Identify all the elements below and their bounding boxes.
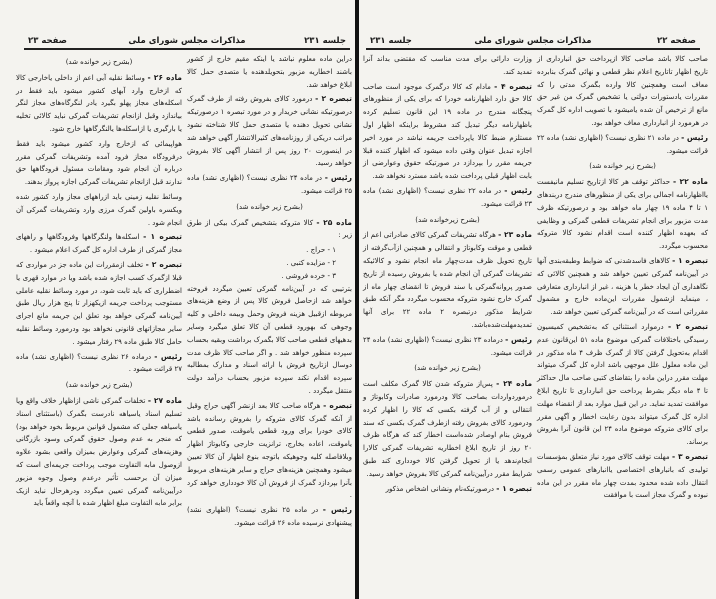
paragraph-text: کالا متروکه بتشخیص گمرک بیکی از طرق زیر : xyxy=(187,218,352,240)
paragraph-text: وزارت دارائی برای مدت مناسب که مقتضی بداند آنرا تمدید کند. xyxy=(363,55,532,76)
paragraph-lead: تبصره ۱ - xyxy=(672,255,708,265)
paragraph xyxy=(363,483,532,496)
text-column-right xyxy=(537,53,708,504)
paragraph-text: تخلفات گمرکی ناشی ازاظهار خلاف واقع ویا تسلیم اسناد یاسیاهه نادرست بگمرک (باستثنای اسناد یاسیاهه جعلی که مشمول قوانین مربوط بخود خواهد بود) که منجر به عدم وصول حقوق گمرکی وسود بازرگانی وهزینه‌های گمرکی وعوارض بمیزان واقعی بشود علاوه ازوصول مابه التفاوت موجب پرداخت جریمه‌ای است که میزان آن برحسب تأثیر درعدم وصول وجوه مزبور درآیین‌نامه گمرکی تعیین میگردد ودرهرحال نباید ازیک برابر مابه التفاوت مبلغ اظهار شده با آنچه واقعاً باید xyxy=(16,396,182,508)
paragraph-text: در ماده ۲۴ نظری نیست؟ (اظهاری نشد) ماده ۲۵ قرائت میشود. xyxy=(187,174,352,195)
paragraph-text: درماده ۲۳ نظری نیست؟ (اظهاری نشد) ماده ۲۴ قرائت میشود. xyxy=(363,335,532,357)
paragraph-text: اسکله‌ها ولنگرگاهها وفرودگاهها و راههای مجاز گمرکی از طرف اداره کل گمرک اعلام میشود . xyxy=(16,233,182,255)
paragraph-text: ۲ - مزایده کتبی . xyxy=(286,258,336,267)
paragraph-lead: رئیس - xyxy=(322,505,353,515)
paragraph-lead: تبصره ۲ - xyxy=(145,259,182,269)
paragraph xyxy=(187,400,352,502)
paragraph xyxy=(537,176,708,253)
page-header xyxy=(24,36,350,50)
paragraph xyxy=(537,451,708,502)
paragraph-text: (بشرح زیر خوانده شد) xyxy=(589,162,656,171)
paragraph-text: صاحب کالا باشد صاحب کالا ازپرداخت حق انبارداری از تاریخ اظهار تاتاریخ اعلام نظر قطعی و نهائی گمرک بنابرده معاف است وهمچنین کالا وارده بگمرک مدتی را که مقررات یادستورات دولتی یا تشخیص گمرک من غیر حق مانع از ترخیص آن شده یامیشود با تصویب اداره کل گمرک در هرمورد از انبارداری معاف خواهد بود. xyxy=(537,55,708,127)
paragraph-text: مهلت توقف کالای مورد نیاز متعلق بمؤسسات تولیدی که بانبارهای اختصاصی یاانبارهای عمومی رسمی انتقال داده شده محدود بمدت چهار ماه مقرر در این ماده نبوده و گمرک مجاز است با موافقت xyxy=(537,452,708,500)
list-item xyxy=(187,270,352,283)
paragraph-lead: ماده ۲۳ - xyxy=(498,230,533,240)
paragraph-text: در ماده ۲۱ نظری نیست؟ (اظهاری نشد) ماده ۲۲ قرائت میشود. xyxy=(537,133,708,155)
paragraph-lead: رئیس - xyxy=(154,351,182,361)
paragraph-text: درماده ۲۶ نظری نیست؟ (اظهاری نشد) ماده ۲۷ قرائت میشود . xyxy=(16,352,182,374)
paragraph xyxy=(363,229,532,331)
reading-note xyxy=(16,56,182,69)
paragraph-lead: رئیس - xyxy=(324,173,352,183)
paragraph xyxy=(16,259,182,349)
paragraph-text: درموارد استثنائی که به‌تشخیص کمیسیون رسیدگی باختلافات گمرکی موضوع ماده ۵۱ این‌قانون عدم اقدام به‌تحویل گرفتن کالا از گمرک ظرف ۴ ماه مذکور در این ماده معلول علل موجهی باشد اداره کل گمرک میتواند مهلت مقرر دراین ماده را بتقاضای کتبی صاحب مال حداکثر تا ۴ ماه دیگر بشرط پرداخت حق انبارداری تا تاریخ ابلاغ موافقت تمدید نماید. در این قبیل موارد بعد از انقضاء مهلت اداره کل گمرک میتواند بدون رعایت اخطار و آگهی مقرر برای کالای متروکه موضوع ماده ۲۴ این قانون آنرا بفروش برساند. xyxy=(537,322,708,447)
paragraph-text: (بشرح زیر خوانده شد) xyxy=(65,58,133,66)
reading-note xyxy=(363,214,532,227)
paragraph xyxy=(16,231,182,257)
paragraph-lead: ماده ۲۷ - xyxy=(147,395,183,405)
paragraph-lead: رئیس - xyxy=(681,132,708,142)
paragraph xyxy=(537,132,708,158)
paragraph-lead: تبصره ۱ - xyxy=(143,232,182,242)
text-column-right xyxy=(187,53,352,532)
paragraph-lead: ماده ۲۴ - xyxy=(496,379,533,389)
paragraph-text: ۳ - خرده فروشی . xyxy=(281,271,336,280)
list-item xyxy=(187,257,352,270)
paragraph xyxy=(187,217,352,243)
paragraph-text: هرگاه صاحب کالا بعد ازنشر آگهی حراج وقبل از آنکه گمرک کالای متروکه را بفروش رسانده باشد کالای خودرا برای ورود قطعی یاموقت، صدور قطعی یاموقت، اعاده بخارج، ترانزیت خارجی وکابوتاژ اظهار وبلافاصله کلیه وجوهیکه باتوجه بنوع اظهار آن کالا تعیین میشود وهمچنین هزینه‌های حراج و سایر هزینه‌های مربوط بآنرا بپردازد گمرک از فروش آن کالا خودداری خواهد کرد . xyxy=(187,401,352,500)
paragraph xyxy=(16,138,182,189)
paragraph xyxy=(187,504,352,530)
paragraph xyxy=(537,53,708,130)
paragraph xyxy=(187,93,352,170)
paragraph-text: هواپیمائی که ازخارج وارد کشور میشود باید فقط درفرودگاه مجاز فرود آمده وتشریفات گمرکی مقرر درباره آن انجام شود ومقامات مسئول فرودگاهها حق ندارند قبل ازانجام تشریفات گمرکی اجازه پرواز بدهند. xyxy=(16,139,182,187)
session-number: جلسه ۲۳۱ xyxy=(304,36,346,46)
page-number: صفحه ۲۳ xyxy=(28,36,67,46)
paragraph-lead: ماده ۲۵ - xyxy=(316,217,352,227)
paragraph-text: (بشرح زیرخوانده شد) xyxy=(415,215,480,224)
paragraph xyxy=(16,72,182,136)
paragraph-text: وسائط نقلیه زمینی باید ازراههای مجاز وارد کشور شده ویکسره باولین گمرک مرزی وارد وتشریفات گمرکی آن انجام شود . xyxy=(16,192,182,227)
paragraph xyxy=(537,255,708,319)
page-header xyxy=(366,36,700,50)
paragraph-text: دراین ماده معلوم نباشد یا اینکه مقیم خارج از کشور باشند اخطاریه مزبور بتحویلدهنده یا متصدی حمل کالا ابلاغ خواهد شد. xyxy=(187,55,352,89)
paragraph-text: بترتیبی که در آیین‌نامه گمرکی تعیین میگردد فروخته خواهد شد ازحاصل فروش کالا پس از وضع هزینه‌های مربوطه ازقبیل هزینه فروش وحمل وبیمه داخلی و کلیه وجوهی که بهورود قطعی آن کالا تعلق میگیرد وسایر بدهیهای قطعی صاحب کالا بگمرک برداشت وبقیه بحساب سپرده منظور خواهد شد . و اگر صاحب کالا ظرف مدت دوسال ازتاریخ فروش با ارائه اسناد و مدارک بمطالبه سپرده اقدام نکند سپرده مزبور بحساب درآمد دولت منتقل میگردد . xyxy=(187,284,352,395)
paragraph-text: تخلف ازمقررات این ماده جز در مواردی که قبلا ازگمرک کسب اجازه شده باشد ویا در موارد قهری یا اضطراری که باید ثابت شود، در مورد وسائط نقلیه عاملی مستوجب پرداخت جریمه ازیکهزار تا پنج هزار ریال طبق آیین‌نامه گمرکی خواهد بود تعلق این جریمه مانع اجرای سایر مجازاتهای قانونی نخواهد بود ودرمورد وسائط نقلیه حامل کالا طبق ماده ۲۹ رفتار میشود . xyxy=(16,260,182,346)
paragraph xyxy=(363,53,532,79)
text-column-left xyxy=(16,53,182,512)
paragraph-lead: ماده ۲۶ - xyxy=(147,72,183,82)
paragraph-text: در ماده ۲۵ نظری نیست؟ (اظهاری نشد) پیشنهادی نرسیده ماده ۲۶ قرائت میشود. xyxy=(187,506,352,527)
paragraph-text: در ماده ۲۲ نظری نیست؟ (اظهاری نشد) ماده ۲۳ قرائت میشود. xyxy=(363,186,532,208)
paragraph-text: ۱ - حراج . xyxy=(306,246,336,255)
text-column-left xyxy=(363,53,532,497)
paragraph-text: درصورتیکه‌نام ونشانی اشخاص مذکور xyxy=(385,484,495,493)
paragraph xyxy=(187,53,352,91)
paragraph-lead: تبصره - xyxy=(323,400,352,410)
paragraph xyxy=(363,185,532,211)
paragraph xyxy=(187,283,352,398)
paragraph-text: هرگاه تشریفات گمرکی کالای صادراتی اعم از قطعی و موقت وکابوتاژ و انتقالی و همچنین ازآب‌گرفته از تاریخ تحویل ظرف مدت‌چهار ماه انجام نشود و کالائیکه تشریفات گمرکی آن انجام شده یا بفروش رسیده از تاریخ صدور پروانه‌گمرکی یا سند فروش تا انقضای چهار ماه از گمرک خارج نشود متروکه محسوب میگردد مگر آنکه طبق شرایط مذکور درتبصره ۲ ماده ۲۲ برای آنها تمدیدمهلت‌شده‌باشد. xyxy=(363,231,532,329)
page-number: صفحه ۲۲ xyxy=(657,36,696,46)
paragraph-text: (بشرح زیر خوانده شد) xyxy=(236,202,303,211)
paragraph-text: پس‌از متروکه شدن کالا گمرک مکلف است درموردواردات بصاحب کالا ودرمورد صادرات وکابوتاژ و انتقالی و از آب گرفته بکسی که کالا را اظهار کرده ودرمورد کالای بفروش رفته ازطرف گمرک بکسی که سند فروش بنام اوصادر شده‌است اخطار کند که هرگاه ظرف ۲۰ روز از تاریخ ابلاغ اخطاریه تشریفات گمرکی کالارا انجام‌ندهد یا از تحویل گرفتن کالا خودداری کند طبق شرایط مقرر درآیین‌نامه گمرکی کالا بفروش خواهد رسید. xyxy=(363,380,532,478)
paragraph-text: درمورد کالای بفروش رفته از طرف گمرک درصورتیکه نشانی خریدار و در مورد تبصره ۱ درصورتیکه نشانی تحویل دهنده یا متصدی حمل کالا شناخته نشود مراتب دریکی از روزنامه‌های کثیرالانتشار آگهی خواهد شد در اینصورت ۲۰ روز پس از انتشار آگهی کالا بفروش خواهد رسید. xyxy=(187,95,353,168)
page-divider xyxy=(355,0,359,599)
paragraph-lead: تبصره ۲ - xyxy=(315,94,352,104)
reading-note xyxy=(16,379,182,392)
paragraph-text: حداکثر توقف هر کالا ازتاریخ تسلیم مانیفست یااظهارنامه اجمالی برای یکی از منظورهای مندرج دربندهای ۱ تا ۴ ماده ۱۹ چهار ماه خواهد بود و درصورتیکه ظرف مدت مزبور برای انجام تشریفات قطعی گمرکی و وظایفی که بعهده اظهار کننده است اقدام نشود کالا متروکه محسوب میگردد. xyxy=(537,178,708,251)
paragraph-lead: تبصره ۴ - xyxy=(494,81,532,91)
paragraph-lead: رئیس - xyxy=(504,185,532,195)
paragraph-lead: تبصره ۱ - xyxy=(496,483,532,493)
paragraph-text: کالاهای فاسدشدنی که ضوابط وطبقه‌بندی آنها در آیین‌نامه گمرکی تعیین خواهد شد و همچنین کالائی که نگاهداری آن ایجاد خطر یا هزینه ، غیر از انبارداری متعارفی ، مینماید ازشمول مقررات این‌ماده خارج و مشمول مقرراتی است که در آیین‌نامه گمرکی تعیین خواهد شد. xyxy=(537,256,708,317)
publication-title: مذاکرات مجلس شورای ملی xyxy=(474,36,592,46)
paragraph-lead: تبصره ۲ - xyxy=(668,321,709,331)
paragraph-text: (بشرح زیر خوانده شد) xyxy=(414,364,481,373)
paragraph xyxy=(16,351,182,377)
reading-note xyxy=(187,201,352,214)
paragraph-lead: تبصره ۳ - xyxy=(672,451,709,461)
paragraph xyxy=(363,378,532,480)
paragraph xyxy=(363,334,532,360)
paragraph xyxy=(187,172,352,198)
list-item xyxy=(187,244,352,257)
paragraph xyxy=(363,81,532,183)
paragraph-lead: رئیس - xyxy=(505,334,533,344)
paragraph xyxy=(537,321,708,449)
paragraph-text: وسائط نقلیه آبی اعم از داخلی یاخارجی کالا که ازخارج وارد آبهای کشور میشود باید فقط در اسکله‌های مجاز پهلو بگیرد یادر لنگرگاه‌های مجاز لنگر بیاندازد وقبل ازانجام تشریفات گمرکی نباید کالائی تخلیه یا بارگیری یا ازاسکله‌ها یالنگرگاهها خارج شود. xyxy=(16,73,182,133)
paragraph-text: (بشرح زیر خوانده شد) xyxy=(65,381,133,390)
publication-title: مذاکرات مجلس شورای ملی xyxy=(128,36,246,46)
paragraph xyxy=(16,191,182,229)
reading-note xyxy=(537,160,708,173)
paragraph xyxy=(16,395,182,510)
paragraph-text: مادام که کالا درگمرک موجود است صاحب کالا حق دارد اظهارنامه خودرا که برای یکی از منظورهای پنجگانه مندرج در ماده ۱۹ این قانون تسلیم کرده باظهارنامه دیگر تبدیل کند مشروط براینکه اظهار اول مستلزم ضبط کالا یاپرداخت جریمه نباشد در مورد اخیر اجازه تبدیل عنوان وقتی داده میشود که اظهار کننده قبلا جریمه مقرر را بپردازد در صورتیکه حقوق وعوارضی از بابت اظهار قبلی پرداخت شده باشد مسترد نخواهد شد. xyxy=(363,82,532,181)
session-number: جلسه ۲۳۱ xyxy=(370,36,412,46)
paragraph-lead: ماده ۲۲ - xyxy=(672,177,708,187)
reading-note xyxy=(363,362,532,375)
